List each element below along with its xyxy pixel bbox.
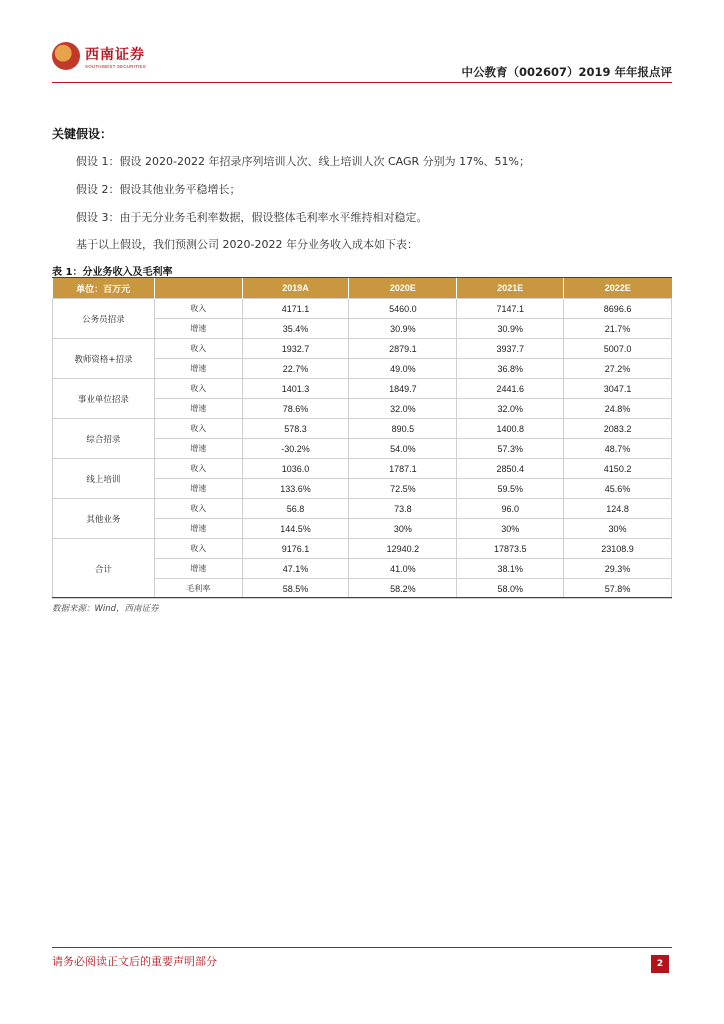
table-cell: 24.8% xyxy=(564,399,672,419)
table-cell: 38.1% xyxy=(457,559,564,579)
table-cell: 2083.2 xyxy=(564,419,672,439)
table-cell: 30% xyxy=(564,519,672,539)
segment-name: 公务员招录 xyxy=(53,299,155,339)
metric-label: 收入 xyxy=(154,419,242,439)
header-2020e: 2020E xyxy=(349,278,457,299)
table-cell: 5007.0 xyxy=(564,339,672,359)
metric-label: 收入 xyxy=(154,459,242,479)
forecast-intro: 基于以上假设，我们预测公司 2020-2022 年分业务收入成本如下表： xyxy=(76,238,418,251)
report-title: 中公教育（002607）2019 年年报点评 xyxy=(461,65,672,79)
table-cell: 1787.1 xyxy=(349,459,457,479)
table-cell: 47.1% xyxy=(242,559,349,579)
logo-mark-icon xyxy=(52,42,80,70)
header-2019a: 2019A xyxy=(242,278,349,299)
table-cell: 2850.4 xyxy=(457,459,564,479)
table-cell: 1401.3 xyxy=(242,379,349,399)
table-cell: 8696.6 xyxy=(564,299,672,319)
table-cell: 30% xyxy=(349,519,457,539)
table-cell: 56.8 xyxy=(242,499,349,519)
page-header xyxy=(52,38,672,82)
table-cell: 23108.9 xyxy=(564,539,672,559)
segment-name: 教师资格+招录 xyxy=(53,339,155,379)
table-cell: 27.2% xyxy=(564,359,672,379)
table-cell: 59.5% xyxy=(457,479,564,499)
table-caption: 表 1：分业务收入及毛利率 xyxy=(52,267,173,278)
table-cell: 890.5 xyxy=(349,419,457,439)
assumption-1: 假设 1：假设 2020-2022 年招录序列培训人次、线上培训人次 CAGR 分别为 17%、51%； xyxy=(76,155,531,168)
segment-revenue-table xyxy=(52,278,672,599)
metric-label: 增速 xyxy=(154,559,242,579)
table-cell: 72.5% xyxy=(349,479,457,499)
table-cell: 1036.0 xyxy=(242,459,349,479)
header-2021e: 2021E xyxy=(457,278,564,299)
table-row xyxy=(53,339,672,359)
table-cell: 48.7% xyxy=(564,439,672,459)
metric-label: 增速 xyxy=(154,359,242,379)
segment-name: 其他业务 xyxy=(53,499,155,539)
table-cell: 57.3% xyxy=(457,439,564,459)
header-2022e: 2022E xyxy=(564,278,672,299)
table-cell: 57.8% xyxy=(564,579,672,599)
table-row xyxy=(53,299,672,319)
table-cell: 1400.8 xyxy=(457,419,564,439)
metric-label: 收入 xyxy=(154,299,242,319)
table-cell: 78.6% xyxy=(242,399,349,419)
table-row xyxy=(53,539,672,559)
header-divider xyxy=(52,82,672,83)
metric-label: 收入 xyxy=(154,339,242,359)
table-cell: 29.3% xyxy=(564,559,672,579)
page-number: 2 xyxy=(651,955,669,973)
table-cell: 17873.5 xyxy=(457,539,564,559)
assumption-2: 假设 2：假设其他业务平稳增长； xyxy=(76,183,241,196)
table-cell: 3937.7 xyxy=(457,339,564,359)
table-cell: 1932.7 xyxy=(242,339,349,359)
table-cell: 58.2% xyxy=(349,579,457,599)
metric-label: 增速 xyxy=(154,479,242,499)
table-cell: 7147.1 xyxy=(457,299,564,319)
table-cell: 124.8 xyxy=(564,499,672,519)
table-cell: -30.2% xyxy=(242,439,349,459)
table-cell: 12940.2 xyxy=(349,539,457,559)
segment-name: 合计 xyxy=(53,539,155,599)
table-cell: 30.9% xyxy=(457,319,564,339)
table-cell: 4150.2 xyxy=(564,459,672,479)
table-cell: 49.0% xyxy=(349,359,457,379)
table-cell: 21.7% xyxy=(564,319,672,339)
assumption-3: 假设 3：由于无分业务毛利率数据，假设整体毛利率水平维持相对稳定。 xyxy=(76,211,428,224)
table-cell: 133.6% xyxy=(242,479,349,499)
section-title: 关键假设： xyxy=(52,127,113,141)
table-cell: 54.0% xyxy=(349,439,457,459)
table-cell: 1849.7 xyxy=(349,379,457,399)
table-cell: 45.6% xyxy=(564,479,672,499)
table-cell: 36.8% xyxy=(457,359,564,379)
footer-divider xyxy=(52,947,672,948)
table-cell: 58.5% xyxy=(242,579,349,599)
company-logo xyxy=(52,42,182,78)
table-cell: 30.9% xyxy=(349,319,457,339)
table-cell: 9176.1 xyxy=(242,539,349,559)
table-cell: 58.0% xyxy=(457,579,564,599)
table-cell: 41.0% xyxy=(349,559,457,579)
footer-disclaimer: 请务必阅读正文后的重要声明部分 xyxy=(52,955,217,968)
table-row xyxy=(53,379,672,399)
metric-label: 增速 xyxy=(154,399,242,419)
metric-label: 收入 xyxy=(154,379,242,399)
metric-label: 收入 xyxy=(154,539,242,559)
metric-label: 增速 xyxy=(154,519,242,539)
table-cell: 32.0% xyxy=(349,399,457,419)
table-header-row xyxy=(53,278,672,299)
table-bottom-divider xyxy=(52,597,672,598)
table-cell: 35.4% xyxy=(242,319,349,339)
table-cell: 32.0% xyxy=(457,399,564,419)
table-body xyxy=(53,299,672,599)
metric-label: 增速 xyxy=(154,439,242,459)
table-cell: 5460.0 xyxy=(349,299,457,319)
table-cell: 30% xyxy=(457,519,564,539)
table-cell: 96.0 xyxy=(457,499,564,519)
table-cell: 2879.1 xyxy=(349,339,457,359)
table-cell: 578.3 xyxy=(242,419,349,439)
table-cell: 4171.1 xyxy=(242,299,349,319)
table-cell: 144.5% xyxy=(242,519,349,539)
table-cell: 22.7% xyxy=(242,359,349,379)
metric-label: 增速 xyxy=(154,319,242,339)
table-cell: 73.8 xyxy=(349,499,457,519)
metric-label: 收入 xyxy=(154,499,242,519)
table-cell: 2441.6 xyxy=(457,379,564,399)
table-row xyxy=(53,419,672,439)
segment-name: 事业单位招录 xyxy=(53,379,155,419)
data-source: 数据来源：Wind，西南证券 xyxy=(52,604,159,614)
segment-name: 综合招录 xyxy=(53,419,155,459)
table-row xyxy=(53,459,672,479)
segment-name: 线上培训 xyxy=(53,459,155,499)
header-unit: 单位：百万元 xyxy=(53,278,155,299)
logo-name-en: SOUTHWEST SECURITIES xyxy=(85,64,146,69)
header-blank xyxy=(154,278,242,299)
table-cell: 3047.1 xyxy=(564,379,672,399)
metric-label: 毛利率 xyxy=(154,579,242,599)
table-row xyxy=(53,499,672,519)
logo-name-cn: 西南证券 xyxy=(85,47,145,63)
